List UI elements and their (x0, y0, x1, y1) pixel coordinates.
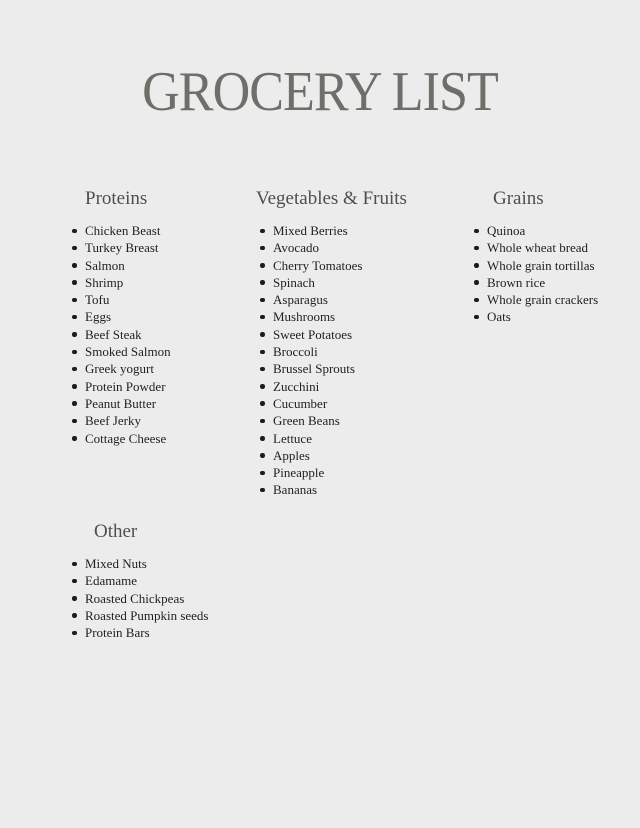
list-item (85, 257, 171, 274)
bullet-icon (474, 229, 479, 234)
list-item (85, 308, 171, 325)
list-item-label: Brussel Sprouts (273, 361, 355, 377)
list-item-label: Broccoli (273, 344, 318, 360)
list-item (273, 464, 407, 481)
list-item-label: Whole wheat bread (487, 240, 589, 256)
list-item-label: Salmon (85, 257, 125, 273)
list-item (85, 343, 171, 360)
list-item-label: Spinach (273, 274, 315, 290)
list-item (487, 239, 598, 256)
list-item (273, 360, 407, 377)
bullet-icon (72, 613, 77, 618)
bullet-icon (260, 384, 265, 389)
list-item (273, 481, 407, 498)
list-item (487, 308, 598, 325)
bullet-icon (474, 246, 479, 251)
list-item (273, 291, 407, 308)
section-heading-proteins: Proteins (85, 188, 148, 209)
bullet-icon (474, 298, 479, 303)
bullet-icon (72, 367, 77, 372)
vegetables-fruits-list (273, 222, 407, 499)
list-item (85, 378, 171, 395)
bullet-icon (72, 562, 77, 567)
bullet-icon (72, 436, 77, 441)
list-item-label: Peanut Butter (85, 395, 157, 411)
list-item (85, 572, 209, 589)
page-title: GROCERY LIST (142, 61, 498, 123)
list-item-label: Whole grain tortillas (487, 257, 595, 273)
list-item (487, 291, 598, 308)
bullet-icon (72, 579, 77, 584)
list-item-label: Beef Jerky (85, 413, 141, 429)
list-item-label: Roasted Pumpkin seeds (85, 607, 209, 623)
list-item-label: Bananas (273, 482, 318, 498)
bullet-icon (474, 263, 479, 268)
grains-list (487, 222, 598, 326)
list-item-label: Mushrooms (273, 309, 336, 325)
list-item-label: Brown rice (487, 274, 546, 290)
list-item-label: Cottage Cheese (85, 430, 167, 446)
list-item (85, 412, 171, 429)
list-item (273, 447, 407, 464)
list-item (85, 590, 209, 607)
list-item (273, 326, 407, 343)
list-item (487, 222, 598, 239)
list-item (273, 239, 407, 256)
bullet-icon (260, 488, 265, 493)
bullet-icon (260, 229, 265, 234)
list-item-label: Whole grain crackers (487, 292, 599, 308)
list-item-label: Mixed Nuts (85, 556, 147, 571)
list-item-label: Shrimp (85, 274, 124, 290)
bullet-icon (72, 280, 77, 285)
section-heading-other: Other (94, 521, 138, 542)
list-item-label: Smoked Salmon (85, 344, 171, 360)
section-heading-grains: Grains (493, 188, 544, 209)
list-item (273, 343, 407, 360)
bullet-icon (72, 332, 77, 337)
list-item-label: Green Beans (273, 413, 340, 429)
list-item (85, 624, 209, 641)
list-item (85, 607, 209, 624)
list-item (85, 326, 171, 343)
bullet-icon (72, 298, 77, 303)
bullet-icon (72, 384, 77, 389)
bullet-icon (260, 298, 265, 303)
bullet-icon (260, 367, 265, 372)
list-item-label: Turkey Breast (85, 240, 159, 256)
bullet-icon (260, 315, 265, 320)
list-item (85, 274, 171, 291)
list-item-label: Quinoa (487, 223, 526, 238)
other-list (85, 555, 209, 641)
list-item-label: Lettuce (273, 430, 312, 446)
list-item (273, 378, 407, 395)
section-vegetables-fruits (256, 188, 407, 499)
list-item (85, 360, 171, 377)
list-item-label: Cucumber (273, 395, 328, 411)
list-item-label: Pineapple (273, 465, 325, 481)
list-item (85, 395, 171, 412)
list-item-label: Mixed Berries (273, 223, 348, 238)
section-grains (487, 188, 598, 326)
bullet-icon (72, 246, 77, 251)
list-item (85, 222, 171, 239)
section-other (85, 521, 209, 641)
list-item-label: Protein Powder (85, 378, 166, 394)
list-item-label: Apples (273, 447, 310, 463)
bullet-icon (260, 246, 265, 251)
bullet-icon (260, 471, 265, 476)
list-item-label: Beef Steak (85, 326, 142, 342)
list-item-label: Roasted Chickpeas (85, 590, 185, 606)
list-item-label: Chicken Beast (85, 223, 161, 238)
list-item-label: Eggs (85, 309, 111, 325)
list-item-label: Edamame (85, 573, 137, 589)
bullet-icon (72, 596, 77, 601)
list-item (85, 239, 171, 256)
bullet-icon (474, 280, 479, 285)
list-item (85, 555, 209, 572)
bullet-icon (260, 280, 265, 285)
bullet-icon (72, 419, 77, 424)
list-item-label: Oats (487, 309, 511, 325)
bullet-icon (260, 401, 265, 406)
bullet-icon (260, 436, 265, 441)
list-item-label: Avocado (273, 240, 319, 256)
list-item-label: Asparagus (273, 292, 328, 308)
list-item (273, 257, 407, 274)
bullet-icon (72, 631, 77, 636)
bullet-icon (260, 419, 265, 424)
list-item-label: Protein Bars (85, 625, 150, 641)
bullet-icon (474, 315, 479, 320)
bullet-icon (72, 229, 77, 234)
list-item-label: Cherry Tomatoes (273, 257, 363, 273)
list-item (273, 412, 407, 429)
list-item-label: Tofu (85, 292, 110, 308)
list-item (273, 222, 407, 239)
proteins-list (85, 222, 171, 447)
list-item (273, 430, 407, 447)
list-item-label: Greek yogurt (85, 361, 154, 377)
list-item (85, 430, 171, 447)
list-item (273, 274, 407, 291)
bullet-icon (72, 401, 77, 406)
list-item (273, 308, 407, 325)
bullet-icon (260, 350, 265, 355)
bullet-icon (260, 332, 265, 337)
bullet-icon (260, 263, 265, 268)
list-item (85, 291, 171, 308)
list-item-label: Zucchini (273, 378, 320, 394)
section-proteins (85, 188, 171, 447)
bullet-icon (260, 453, 265, 458)
list-item (487, 274, 598, 291)
bullet-icon (72, 350, 77, 355)
bullet-icon (72, 263, 77, 268)
bullet-icon (72, 315, 77, 320)
section-heading-vegetables-fruits: Vegetables & Fruits (256, 188, 407, 209)
list-item (273, 395, 407, 412)
list-item-label: Sweet Potatoes (273, 326, 353, 342)
list-item (487, 257, 598, 274)
